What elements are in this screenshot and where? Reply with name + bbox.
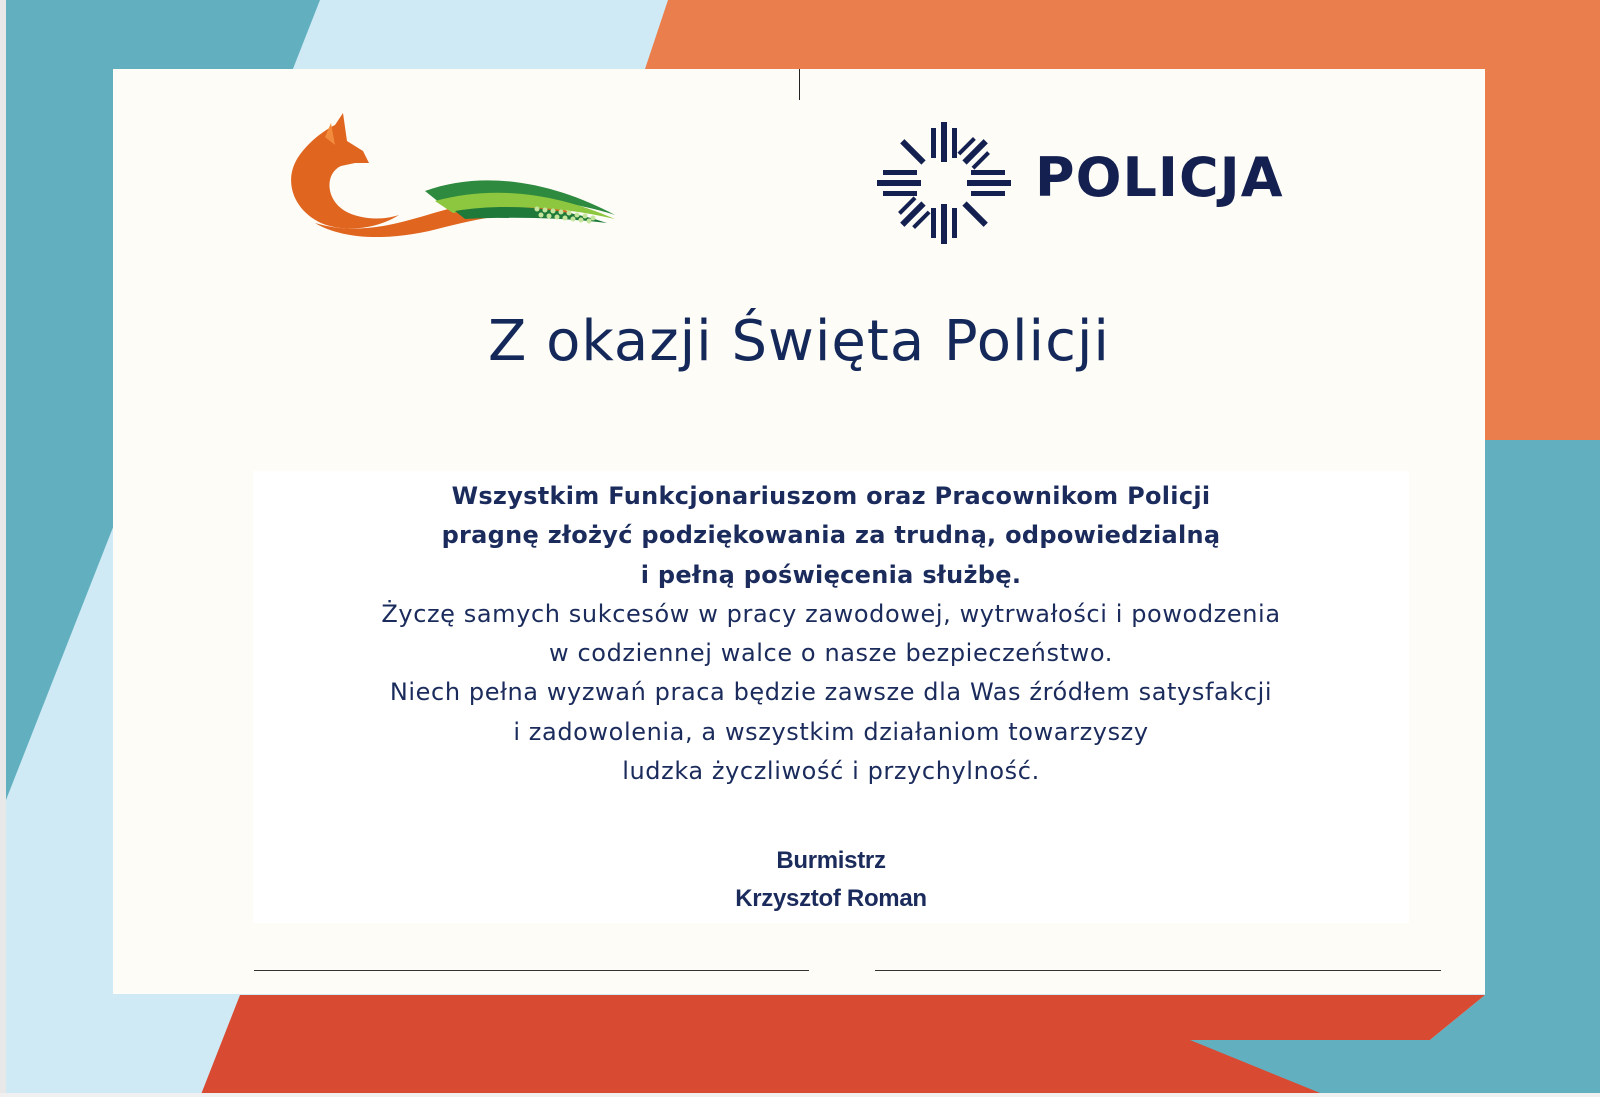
- message-line: pragnę złożyć podziękowania za trudną, odpowiedzialną: [441, 521, 1221, 550]
- greeting-card: [113, 69, 1485, 994]
- signature-role: Burmistrz: [776, 847, 886, 874]
- text-cursor: [799, 69, 800, 100]
- message-line: Niech pełna wyzwań praca będzie zawsze dla Was źródłem satysfakcji: [389, 678, 1273, 707]
- signature-name: Krzysztof Roman: [735, 885, 927, 912]
- page-title: Z okazji Święta Policji: [488, 309, 1110, 374]
- message-line: ludzka życzliwość i przychylność.: [622, 757, 1040, 786]
- greeting-message: [253, 477, 1409, 791]
- fox-and-fields-logo-icon: [285, 111, 625, 246]
- signature-line-left: [254, 970, 809, 971]
- message-line: i zadowolenia, a wszystkim działaniom towarzyszy: [513, 717, 1149, 746]
- signature-line-right: [875, 970, 1441, 971]
- message-line: Wszystkim Funkcjonariuszom oraz Pracownikom Policji: [451, 482, 1211, 510]
- police-wordmark: POLICJA: [1035, 146, 1284, 209]
- message-box: [253, 471, 1409, 923]
- message-line: w codziennej walce o nasze bezpieczeństwo.: [549, 639, 1113, 668]
- message-line: Życzę samych sukcesów w pracy zawodowej, wytrwałości i powodzenia: [381, 599, 1281, 628]
- police-star-icon: [877, 122, 1011, 244]
- message-line: i pełną poświęcenia służbę.: [640, 560, 1022, 589]
- signature: [253, 842, 1409, 918]
